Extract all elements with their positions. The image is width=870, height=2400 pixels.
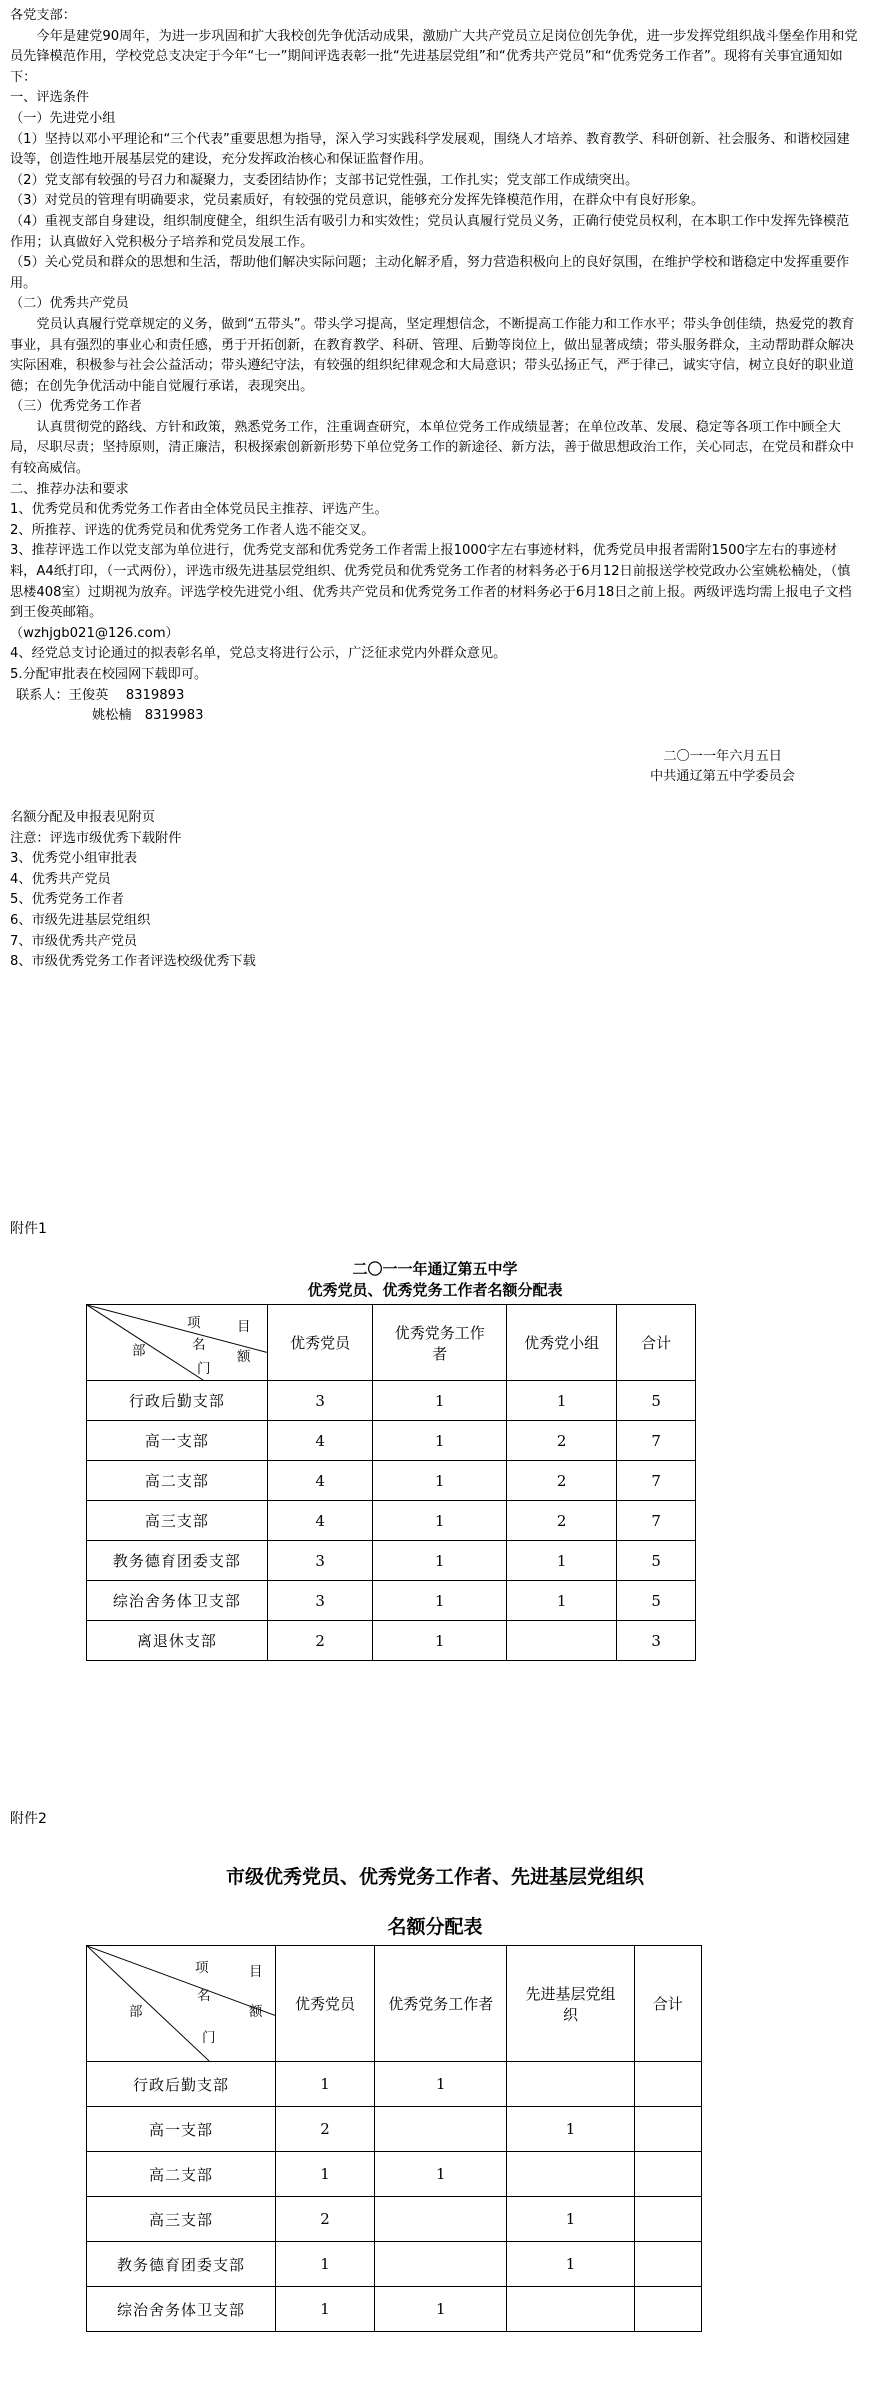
header-label: 项 — [187, 1315, 201, 1331]
attachment-item[interactable]: 4、优秀共产党员 — [10, 871, 111, 887]
criterion-1: （1）坚持以邓小平理论和“三个代表”重要思想为指导，深入学习实践科学发展观，围绕人才培养、教育教学、科研创新、社会服务、和谐校园建设等，创造性地开展基层党的建设，充分发挥政治核心和保证监督作用。 — [10, 131, 850, 168]
column-header: 优秀党员 — [267, 1305, 373, 1381]
member-criteria: 党员认真履行党章规定的义务，做到“五带头”。带头学习提高，坚定理想信念，不断提高工作能力和工作水平；带头争创佳绩，热爱党的教育事业，具有强烈的事业心和责任感，勇于开拓创新，在教育教学、科研、管理、后勤等岗位上，做出显著成绩；带头服务群众，主动帮助群众解决实际困难，积极参与社会公益活动；带头遵纪守法，有较强的组织纪律观念和大局意识；带头弘扬正气，严于律己，诚实守信，树立良好的职业道德；在创先争优活动中能自觉履行承诺，表现突出。 — [10, 316, 855, 394]
attachment-item[interactable]: 3、优秀党小组审批表 — [10, 851, 138, 867]
requirement-2: 2、所推荐、评选的优秀党员和优秀党务工作者人选不能交叉。 — [10, 522, 375, 538]
notice-document — [10, 6, 860, 973]
quota-cell: 2 — [275, 2107, 374, 2152]
attachment-1-label: 附件1 — [10, 1221, 47, 1237]
column-header: 先进基层党组织 — [507, 1946, 634, 2062]
table-row — [87, 1381, 696, 1421]
intro-paragraph: 今年是建党90周年，为进一步巩固和扩大我校创先争优活动成果，激励广大共产党员立足岗位创先争优，进一步发挥党组织战斗堡垒作用和党员先锋模范作用，学校党总支决定于今年“七一”期间评选表彰一批“先进基层党组”和“优秀共产党员”和“优秀党务工作者”。现将有关事宜通知如下： — [10, 28, 858, 85]
branch-name-cell: 综治舍务体卫支部 — [87, 2287, 276, 2332]
quota-cell: 1 — [507, 1581, 617, 1621]
quota-cell: 4 — [267, 1501, 373, 1541]
quota-cell — [507, 1621, 617, 1661]
quota-cell: 1 — [373, 1581, 507, 1621]
table-row — [87, 1501, 696, 1541]
branch-name-cell: 高三支部 — [87, 1501, 268, 1541]
quota-cell: 1 — [507, 1381, 617, 1421]
attachment-item[interactable]: 6、市级先进基层党组织 — [10, 912, 151, 928]
column-header: 优秀党务工作者 — [373, 1305, 507, 1381]
table-row — [87, 2242, 702, 2287]
quota-cell: 1 — [507, 2107, 634, 2152]
quota-cell: 7 — [617, 1501, 696, 1541]
quota-cell: 3 — [267, 1541, 373, 1581]
attachment-item[interactable]: 8、市级优秀党务工作者评选校级优秀下载 — [10, 954, 256, 970]
section-heading: 二、推荐办法和要求 — [10, 481, 129, 497]
quota-cell — [634, 2287, 701, 2332]
table-row — [87, 1461, 696, 1501]
quota-cell: 3 — [267, 1381, 373, 1421]
header-diagonal-cell — [87, 1305, 268, 1381]
criterion-3: （3）对党员的管理有明确要求，党员素质好，有较强的党员意识，能够充分发挥先锋模范作用，在群众中有良好形象。 — [10, 193, 705, 209]
quota-cell: 2 — [275, 2197, 374, 2242]
quota-cell — [375, 2242, 507, 2287]
header-label: 目 — [249, 1964, 263, 1980]
quota-cell: 1 — [373, 1461, 507, 1501]
table-row — [87, 2152, 702, 2197]
quota-cell: 1 — [507, 2242, 634, 2287]
header-label: 门 — [197, 1361, 211, 1377]
email-address[interactable]: （wzhjgb021@126.com） — [10, 625, 179, 641]
quota-cell — [634, 2062, 701, 2107]
quota-cell: 1 — [275, 2242, 374, 2287]
quota-cell: 1 — [373, 1421, 507, 1461]
table-row — [87, 2197, 702, 2242]
quota-cell: 3 — [267, 1581, 373, 1621]
worker-criteria: 认真贯彻党的路线、方针和政策，熟悉党务工作，注重调查研究，本单位党务工作成绩显著；在单位改革、发展、稳定等各项工作中顾全大局，尽职尽责；坚持原则，清正廉洁，积极探索创新新形势下单位党务工作的新途径、新方法，善于做思想政治工作，关心同志，在党员和群众中有较高威信。 — [10, 419, 854, 477]
header-label: 项 — [195, 1960, 209, 1976]
attachment-note: 注意：评选市级优秀下载附件 — [10, 830, 182, 846]
quota-cell — [375, 2197, 507, 2242]
branch-name-cell: 离退休支部 — [87, 1621, 268, 1661]
quota-cell: 7 — [617, 1421, 696, 1461]
quota-cell: 2 — [267, 1621, 373, 1661]
table-row — [87, 1581, 696, 1621]
quota-cell — [634, 2152, 701, 2197]
header-label: 门 — [202, 2030, 216, 2046]
column-header: 优秀党员 — [275, 1946, 374, 2062]
attachment-item[interactable]: 5、优秀党务工作者 — [10, 892, 124, 908]
quota-cell — [507, 2062, 634, 2107]
header-label: 部 — [132, 1343, 146, 1359]
issuing-org: 中共通辽第五中学委员会 — [649, 769, 795, 785]
branch-name-cell: 行政后勤支部 — [87, 1381, 268, 1421]
column-header: 优秀党小组 — [507, 1305, 617, 1381]
contact-line: 姚松楠 8319983 — [92, 708, 204, 724]
branch-name-cell: 高二支部 — [87, 2152, 276, 2197]
section-heading: 一、评选条件 — [10, 90, 90, 106]
attachment-item[interactable]: 7、市级优秀共产党员 — [10, 933, 138, 949]
requirement-5: 5.分配审批表在校园网下载即可。 — [10, 667, 208, 682]
quota-cell: 4 — [267, 1421, 373, 1461]
quota-cell — [634, 2107, 701, 2152]
attachment-intro: 名额分配及申报表见附页 — [10, 809, 156, 825]
contact-line: 联系人：王俊英 8319893 — [16, 687, 185, 703]
branch-name-cell: 高二支部 — [87, 1461, 268, 1501]
header-label: 名 — [197, 1988, 211, 2004]
issue-date: 二〇一一年六月五日 — [663, 748, 782, 764]
sub-heading: （二）优秀共产党员 — [10, 296, 129, 312]
quota-cell: 1 — [373, 1381, 507, 1421]
column-header: 优秀党务工作者 — [375, 1946, 507, 2062]
branch-name-cell: 综治舍务体卫支部 — [87, 1581, 268, 1621]
branch-name-cell: 高一支部 — [87, 1421, 268, 1461]
quota-cell: 5 — [617, 1541, 696, 1581]
table-1-title: 二〇一一年通辽第五中学 — [352, 1260, 518, 1278]
quota-cell — [507, 2287, 634, 2332]
header-label: 部 — [129, 2004, 143, 2020]
quota-cell: 1 — [507, 1541, 617, 1581]
quota-table-1 — [86, 1304, 696, 1661]
quota-cell: 1 — [275, 2062, 374, 2107]
sub-heading: （一）先进党小组 — [10, 110, 116, 126]
quota-cell: 1 — [275, 2287, 374, 2332]
quota-cell — [634, 2197, 701, 2242]
header-diagonal-cell — [87, 1946, 276, 2062]
quota-cell: 1 — [275, 2152, 374, 2197]
header-label: 目 — [237, 1319, 251, 1335]
quota-cell: 1 — [373, 1621, 507, 1661]
table-row — [87, 2062, 702, 2107]
quota-cell: 1 — [375, 2152, 507, 2197]
requirement-3: 3、推荐评选工作以党支部为单位进行，优秀党支部和优秀党务工作者需上报1000字左右事迹材料，优秀党员申报者需附1500字左右的事迹材料，A4纸打印，（一式两份），评选市级先进基层党组织、优秀党员和优秀党务工作者的材料务必于6月12日前报送学校党政办公室姚松楠处，（慎思楼408室）过期视为放弃。评选学校先进党小组、优秀共产党员和优秀党务工作者的材料务必于6月18日之前上报。两级评选均需上报电子文档到王俊英邮箱。 — [10, 543, 852, 621]
table-1-title: 优秀党员、优秀党务工作者名额分配表 — [307, 1281, 563, 1299]
quota-cell — [507, 2152, 634, 2197]
quota-cell: 2 — [507, 1461, 617, 1501]
branch-name-cell: 高一支部 — [87, 2107, 276, 2152]
branch-name-cell: 教务德育团委支部 — [87, 2242, 276, 2287]
quota-cell: 4 — [267, 1461, 373, 1501]
table-2-title: 市级优秀党员、优秀党务工作者、先进基层党组织 — [225, 1866, 644, 1888]
sub-heading: （三）优秀党务工作者 — [10, 399, 142, 415]
criterion-5: （5）关心党员和群众的思想和生活，帮助他们解决实际问题；主动化解矛盾，努力营造积极向上的良好氛围，在维护学校和谐稳定中发挥重要作用。 — [10, 255, 850, 291]
criterion-2: （2）党支部有较强的号召力和凝聚力，支委团结协作；支部书记党性强，工作扎实；党支部工作成绩突出。 — [10, 172, 639, 188]
quota-cell — [634, 2242, 701, 2287]
branch-name-cell: 行政后勤支部 — [87, 2062, 276, 2107]
quota-cell: 5 — [617, 1581, 696, 1621]
table-row — [87, 1421, 696, 1461]
table-row — [87, 2107, 702, 2152]
header-label: 名 — [192, 1337, 206, 1353]
quota-cell: 1 — [507, 2197, 634, 2242]
quota-cell: 2 — [507, 1421, 617, 1461]
greeting: 各党支部： — [10, 8, 76, 23]
quota-cell: 1 — [375, 2062, 507, 2107]
requirement-4: 4、经党总支讨论通过的拟表彰名单，党总支将进行公示，广泛征求党内外群众意见。 — [10, 646, 507, 662]
quota-table-2 — [86, 1945, 702, 2332]
quota-cell — [375, 2107, 507, 2152]
table-row — [87, 1541, 696, 1581]
requirement-1: 1、优秀党员和优秀党务工作者由全体党员民主推荐、评选产生。 — [10, 502, 388, 518]
branch-name-cell: 高三支部 — [87, 2197, 276, 2242]
table-2-title: 名额分配表 — [387, 1916, 483, 1938]
branch-name-cell: 教务德育团委支部 — [87, 1541, 268, 1581]
table-row — [87, 2287, 702, 2332]
quota-cell: 1 — [373, 1501, 507, 1541]
header-label: 额 — [249, 2004, 263, 2020]
header-label: 额 — [237, 1349, 251, 1365]
quota-cell: 7 — [617, 1461, 696, 1501]
criterion-4: （4）重视支部自身建设，组织制度健全，组织生活有吸引力和实效性；党员认真履行党员义务，正确行使党员权利，在本职工作中发挥先锋模范作用；认真做好入党积极分子培养和党员发展工作。 — [10, 213, 850, 250]
quota-cell: 3 — [617, 1621, 696, 1661]
table-row — [87, 1621, 696, 1661]
column-header: 合计 — [617, 1305, 696, 1381]
quota-cell: 2 — [507, 1501, 617, 1541]
quota-cell: 5 — [617, 1381, 696, 1421]
attachment-2-label: 附件2 — [10, 1811, 47, 1827]
quota-cell: 1 — [375, 2287, 507, 2332]
column-header: 合计 — [634, 1946, 701, 2062]
quota-cell: 1 — [373, 1541, 507, 1581]
